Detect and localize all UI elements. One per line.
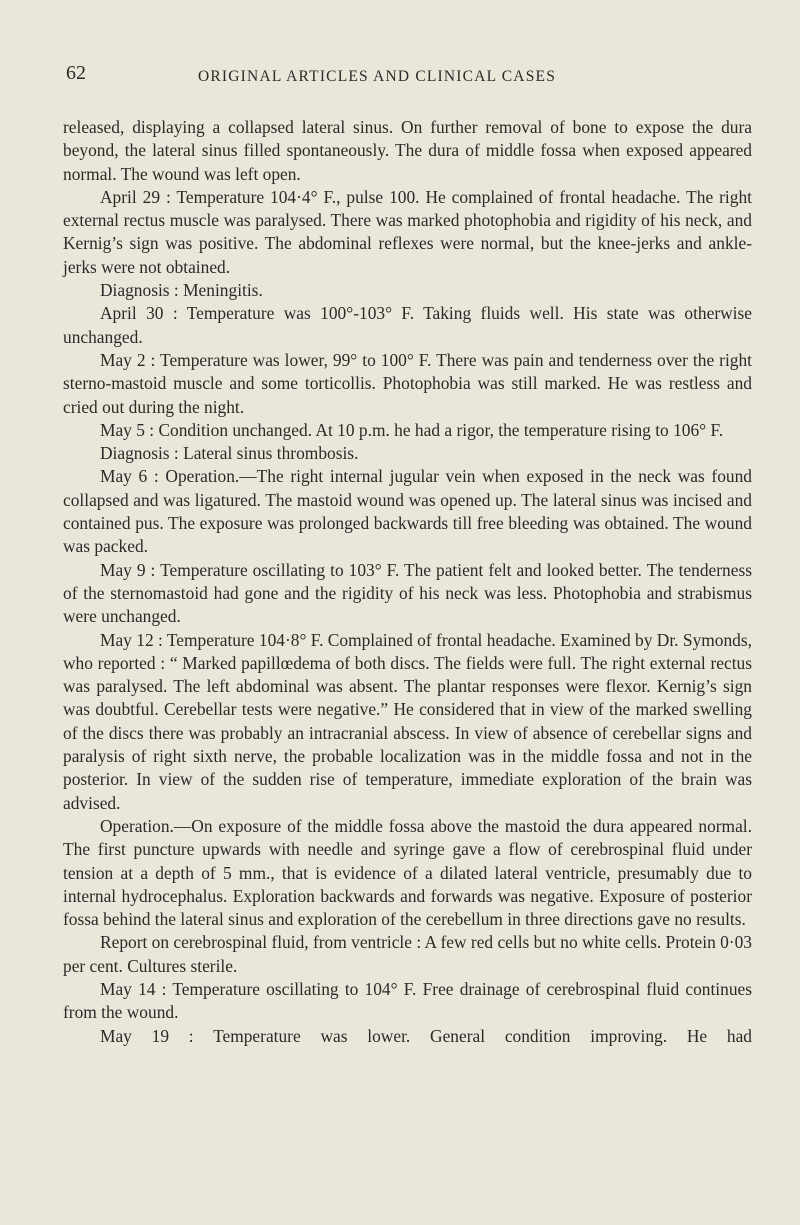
- paragraph-may-19: May 19 : Temperature was lower. General condition improving. He had: [100, 1025, 752, 1046]
- paragraph-may-14: May 14 : Temperature oscillating to 104° F. Free drainage of cerebrospinal fluid continues from the wound.: [63, 978, 752, 1023]
- paragraph-april-30: April 30 : Temperature was 100°-103° F. Taking fluids well. His state was otherwise unchanged.: [63, 303, 752, 347]
- page-header: [66, 62, 734, 90]
- paragraph-may-5: May 5 : Condition unchanged. At 10 p.m. he had a rigor, the temperature rising to 106° F.: [100, 419, 724, 440]
- paragraph-continuation: released, displaying a collapsed lateral sinus. On further removal of bone to expose the dura beyond, the lateral sinus filled spontaneously. The dura of middle fossa when exposed appeared normal. The wound was left open.: [63, 117, 752, 184]
- paragraph-may-6: May 6 : Operation.—The right internal jugular vein when exposed in the neck was found collapsed and was ligatured. The mastoid wound was opened up. The lateral sinus was incised and contained pus. The exposure was prolonged backwards till free bleeding was obtained. The wound was packed.: [63, 466, 752, 557]
- page-number: 62: [66, 62, 86, 84]
- paragraph-may-12: May 12 : Temperature 104·8° F. Complained of frontal headache. Examined by Dr. Symonds, who reported : “ Marked papillœdema of both discs. The fields were full. The right external rectus was paralysed. The left abdominal was absent. The plantar responses were flexor. Kernig’s sign was doubtful. Cerebellar tests were negative.” He considered that in view of the marked swelling of the discs there was probably an intracranial abscess. In view of absence of cerebellar signs and paralysis of right sixth nerve, the probable localization was in the middle fossa and not in the posterior. In view of the sudden rise of temperature, immediate exploration of the brain was advised.: [63, 629, 752, 813]
- body-text: [63, 116, 752, 1048]
- paragraph-csf-report: Report on cerebrospinal fluid, from ventricle : A few red cells but no white cells. Protein 0·03 per cent. Cultures sterile.: [63, 932, 752, 976]
- paragraph-may-9: May 9 : Temperature oscillating to 103° F. The patient felt and looked better. The tenderness of the sternomastoid had gone and the rigidity of his neck was less. Photophobia and strabismus were unchanged.: [63, 559, 752, 627]
- paragraph-diagnosis-thrombosis: Diagnosis : Lateral sinus thrombosis.: [100, 443, 359, 464]
- paragraph-operation: Operation.—On exposure of the middle fossa above the mastoid the dura appeared normal. The first puncture upwards with needle and syringe gave a flow of cerebrospinal fluid under tension at a depth of 5 mm., that is evidence of a dilated lateral ventricle, presumably due to internal hydrocephalus. Exploration backwards and forwards was negative. Exposure of posterior fossa behind the lateral sinus and exploration of the cerebellum in three directions gave no results.: [63, 815, 752, 930]
- paragraph-may-2: May 2 : Temperature was lower, 99° to 100° F. There was pain and tenderness over the right sterno-mastoid muscle and some torticollis. Photophobia was still marked. He was restless and cried out during the night.: [63, 349, 752, 417]
- running-head: ORIGINAL ARTICLES AND CLINICAL CASES: [198, 68, 557, 85]
- paragraph-diagnosis-meningitis: Diagnosis : Meningitis.: [100, 280, 263, 301]
- paragraph-april-29: April 29 : Temperature 104·4° F., pulse 100. He complained of frontal headache. The right external rectus muscle was paralysed. There was marked photophobia and rigidity of his neck, and Kernig’s sign was positive. The abdominal reflexes were normal, but the knee-jerks and ankle-jerks were not obtained.: [63, 186, 752, 277]
